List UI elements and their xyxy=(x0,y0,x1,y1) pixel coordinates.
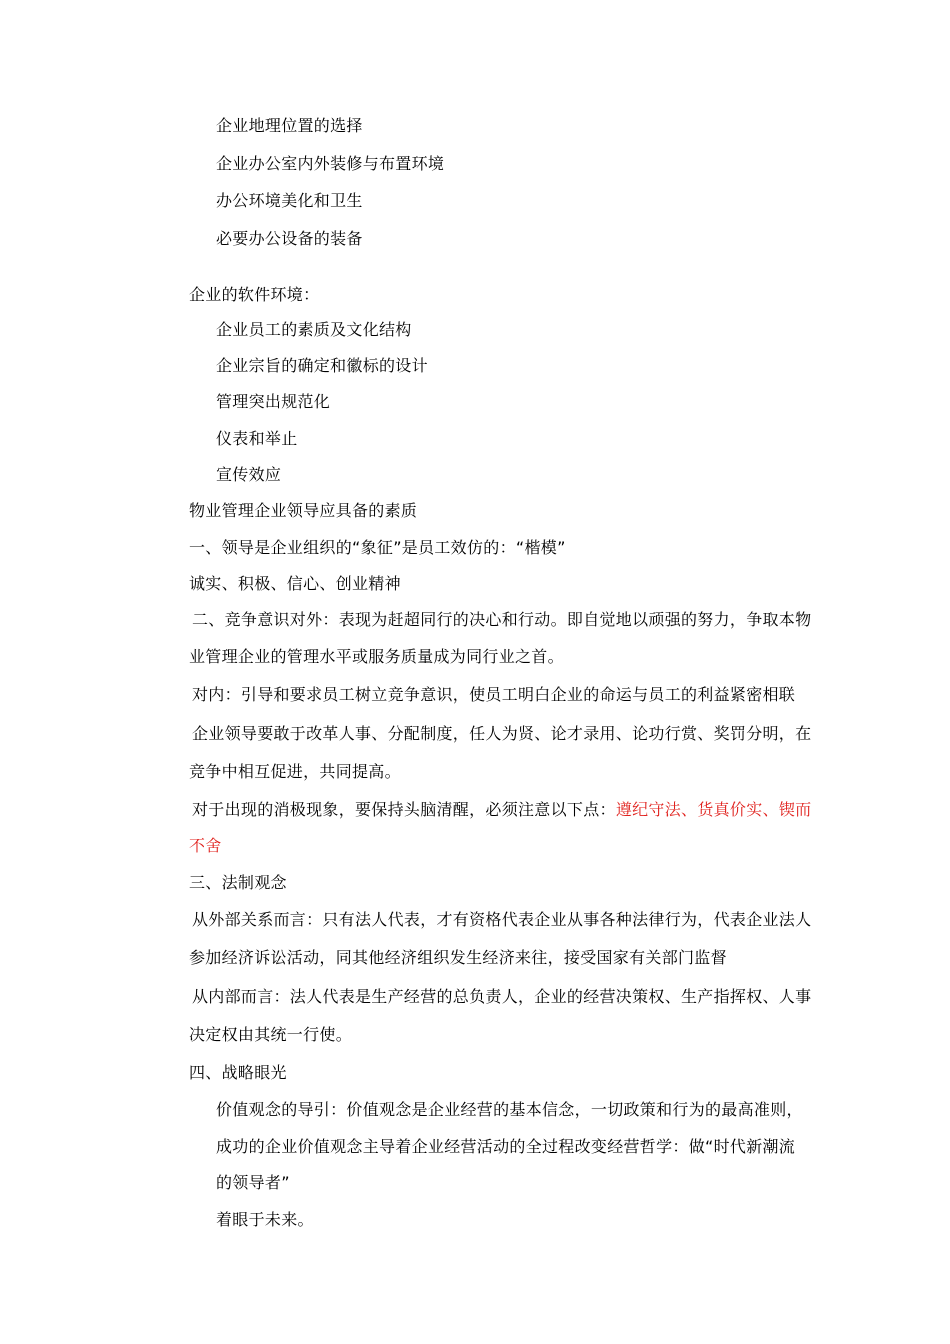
section4-guide-line3: 的领导者” xyxy=(216,1173,290,1192)
section3-heading: 三、法制观念 xyxy=(189,873,287,892)
section2-reform-line1: 企业领导要敢于改革人事、分配制度，任人为贤、论才录用、论功行赏、奖罚分明，在 xyxy=(192,724,812,743)
section2-negative-highlight-cont: 不舍 xyxy=(189,836,222,855)
section4-future: 着眼于未来。 xyxy=(216,1210,314,1229)
section2-negative-highlight: 遵纪守法、货真价实、锲而 xyxy=(615,800,812,819)
section3-internal-line2: 决定权由其统一行使。 xyxy=(189,1025,353,1044)
section2-internal: 对内：引导和要求员工树立竞争意识，使员工明白企业的命运与员工的利益紧密相联 xyxy=(192,685,796,704)
software-item-management: 管理突出规范化 xyxy=(216,392,331,411)
software-item-purpose: 企业宗旨的确定和徽标的设计 xyxy=(216,356,428,375)
section2-reform-line2: 竞争中相互促进，共同提高。 xyxy=(189,762,401,781)
section2-negative-prefix: 对于出现的消极现象，要保持头脑清醒，必须注意以下点： xyxy=(192,800,616,819)
section3-internal-line1: 从内部而言：法人代表是生产经营的总负责人，企业的经营决策权、生产指挥权、人事 xyxy=(192,987,812,1006)
section4-guide-line1: 价值观念的导引：价值观念是企业经营的基本信念，一切政策和行为的最高准则， xyxy=(216,1100,803,1119)
hardware-item-decoration: 企业办公室内外装修与布置环境 xyxy=(216,154,445,173)
section1-heading: 一、领导是企业组织的“象征”是员工效仿的：“楷模” xyxy=(189,538,566,557)
section3-external-line1: 从外部关系而言：只有法人代表，才有资格代表企业从事各种法律行为，代表企业法人 xyxy=(192,910,812,929)
software-heading: 企业的软件环境： xyxy=(189,285,320,304)
hardware-item-equipment: 必要办公设备的装备 xyxy=(216,229,363,248)
section3-external-line2: 参加经济诉讼活动，同其他经济组织发生经济来往，接受国家有关部门监督 xyxy=(189,948,727,967)
hardware-item-hygiene: 办公环境美化和卫生 xyxy=(216,191,363,210)
section1-text: 诚实、积极、信心、创业精神 xyxy=(189,574,401,593)
software-item-staff: 企业员工的素质及文化结构 xyxy=(216,320,412,339)
section2-negative-line xyxy=(192,799,811,821)
section4-guide-line2: 成功的企业价值观念主导着企业经营活动的全过程改变经营哲学：做“时代新潮流 xyxy=(216,1137,796,1156)
leader-title: 物业管理企业领导应具备的素质 xyxy=(189,501,418,520)
section2-heading-line2: 业管理企业的管理水平或服务质量成为同行业之首。 xyxy=(189,647,564,666)
hardware-item-location: 企业地理位置的选择 xyxy=(216,116,363,135)
section2-heading-line1: 二、竞争意识对外：表现为赶超同行的决心和行动。即自觉地以顽强的努力，争取本物 xyxy=(192,610,812,629)
software-item-manners: 仪表和举止 xyxy=(216,429,298,448)
software-item-publicity: 宣传效应 xyxy=(216,465,282,484)
section4-heading: 四、战略眼光 xyxy=(189,1063,287,1082)
